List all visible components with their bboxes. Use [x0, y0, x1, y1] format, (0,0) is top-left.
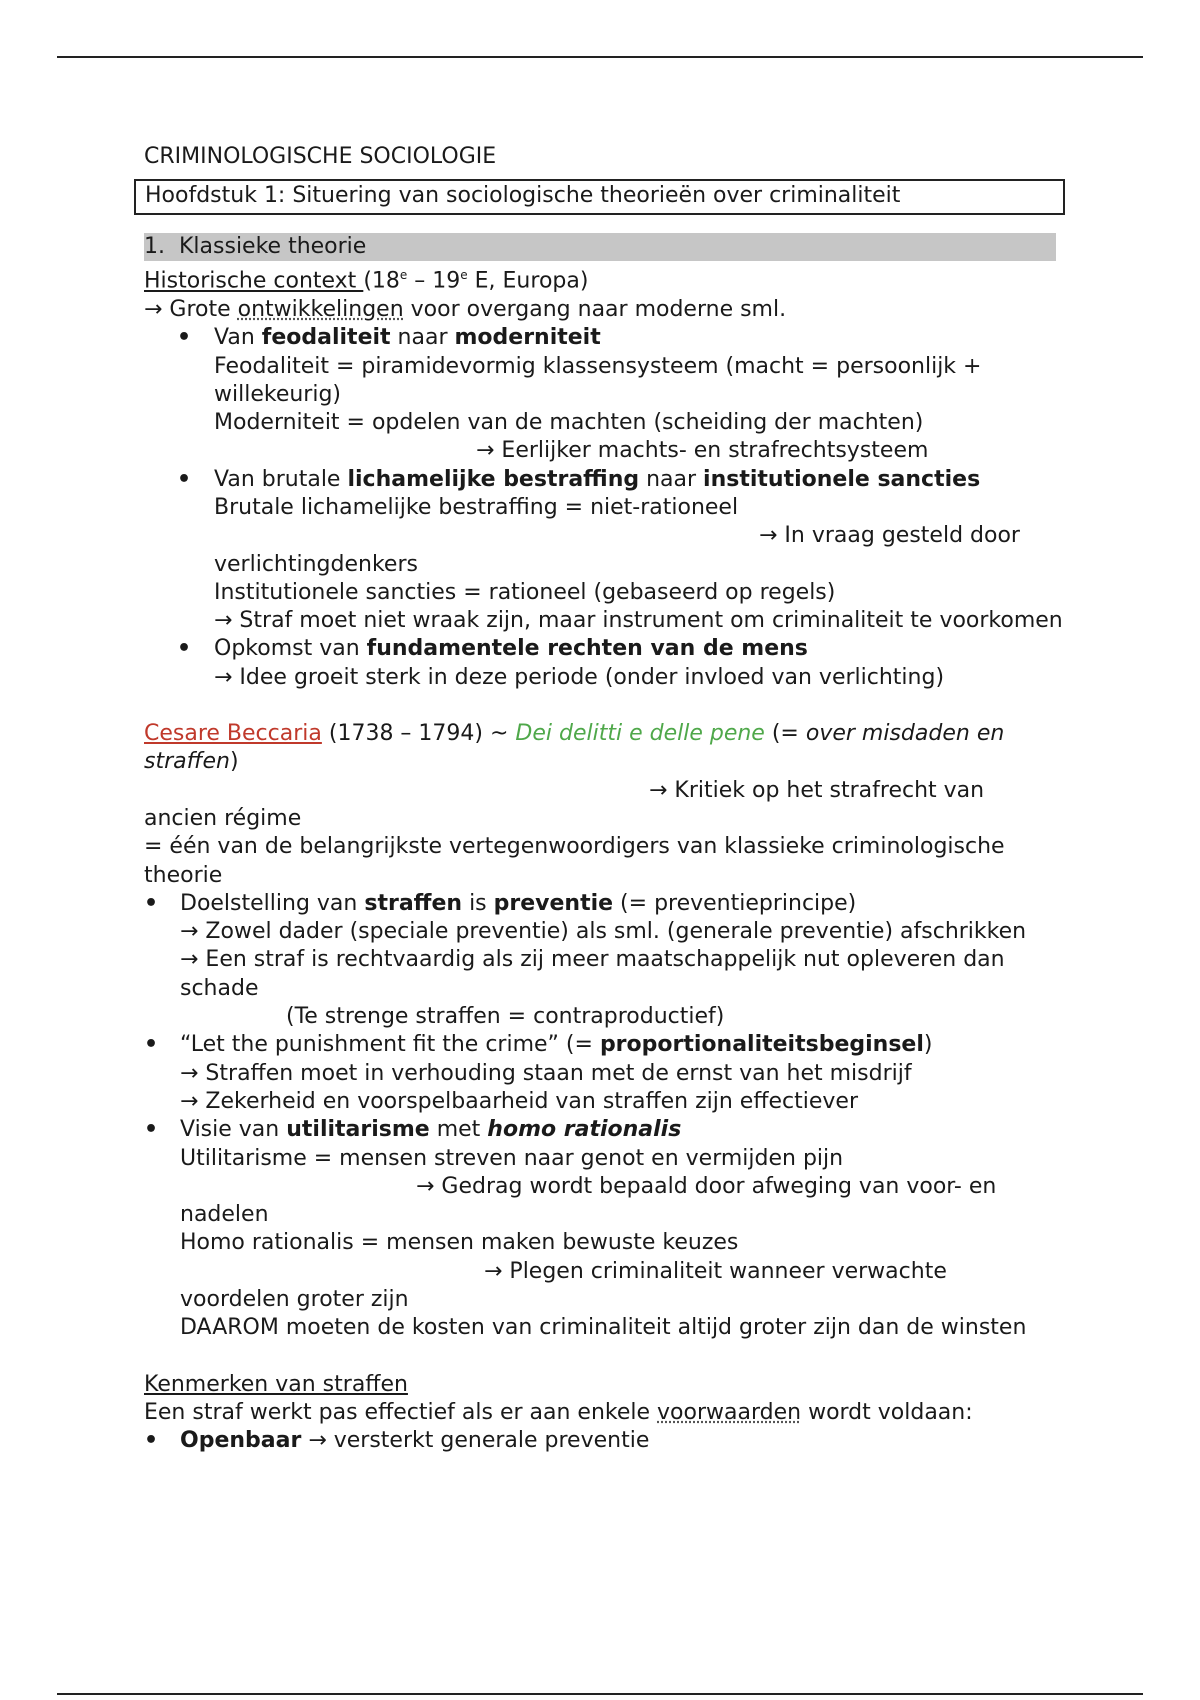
kenmerken-intro: Een straf werkt pas effectief als er aan enkele voorwaarden wordt voldaan: [144, 1399, 973, 1425]
header-rule [57, 56, 1143, 58]
document-title: CRIMINOLOGISCHE SOCIOLOGIE [144, 144, 497, 169]
section-number: 1. [144, 234, 165, 260]
list-item: • Doelstelling van straffen is preventie (= preventieprincipe) → Zowel dader (speciale preventie) als sml. (generale preventie) afschrikken → Een straf is rechtvaardig als zij meer maatschappelijk nut opleveren dan schade (Te strenge straffen = contraproductief) [180, 890, 1064, 1031]
section-title: Klassieke theorie [179, 234, 367, 260]
context-intro: → Grote ontwikkelingen voor overgang naar moderne sml. [144, 296, 787, 322]
beccaria-work: Dei delitti e delle pene [515, 721, 765, 747]
section-heading [144, 233, 1056, 261]
list-item: • Visie van utilitarisme met homo rationalis Utilitarisme = mensen streven naar genot en vermijden pijn → Gedrag wordt bepaald door afweging van voor- en nadelen Homo rationalis = mensen maken bewuste keuzes → Plegen criminaliteit wanneer verwachte voordelen groter zijn DAAROM moeten de kosten van criminaliteit altijd groter zijn dan de winsten [180, 1116, 1064, 1342]
context-bullets [144, 324, 1064, 692]
footer-rule [57, 1693, 1143, 1695]
list-item: • Van feodaliteit naar moderniteit Feodaliteit = piramidevormig klassensysteem (macht = persoonlijk + willekeurig) Moderniteit = opdelen van de machten (scheiding der machten) → Eerlijker machts- en strafrechtsysteem [214, 324, 1064, 465]
kenmerken-bullets [144, 1427, 1064, 1455]
context-heading: Historische context (18e – 19e E, Europa) [144, 268, 589, 294]
list-item: • Openbaar → versterkt generale preventie [180, 1427, 1064, 1455]
list-item: • “Let the punishment fit the crime” (= proportionaliteitsbeginsel) → Straffen moet in verhouding staan met de ernst van het misdrijf → Zekerheid en voorspelbaarheid van straffen zijn effectiever [180, 1031, 1064, 1116]
document-body: CRIMINOLOGISCHE SOCIOLOGIE Hoofdstuk 1: Situering van sociologische theorieën over criminaliteit 1. Klassieke theorie Historische context (18e – 19e E, Europa) → Grote ontwikkelingen voor overgang naar moderne sml. • Van feodaliteit naar moderniteit Feodaliteit = piramidevormig klassensysteem (macht = persoonlijk + willekeurig) Moderniteit = opdelen van de machten (scheiding der machten) → Eerlijker machts- en strafrechtsysteem • Van brutale lichamelijke bestraffing naar institutionele sancties Brutale lichamelijke bestraffing = niet-rationeel → In vraag gesteld door verlichtingdenkers Institutionele sancties = rationeel (gebaseerd op regels) → Straf moet niet wraak zijn, maar instrument om criminaliteit te voorkomen • Opkomst van fundamentele rechten van de mens → Idee groeit sterk in deze periode (onder invloed van verlichting) Cesare Beccaria (1738 – 1794) ~ Dei delitti e delle pene (= over misdaden en straffen) → Kritiek op het strafrecht van ancien régime = één van de belangrijkste vertegenwoordigers van klassieke criminologische theorie • Doelstelling van straffen is preventie (= preventieprincipe) → Zowel dader (speciale preventie) als sml. (generale preventie) afschrikken → Een straf is rechtvaardig als zij meer maatschappelijk nut opleveren dan schade (Te strenge straffen = contraproductief) • “Let the punishment fit the crime” (= proportionaliteitsbeginsel) → Straffen moet in verhouding staan met de ernst van het misdrijf → Zekerheid en voorspelbaarheid van straffen zijn effectiever • Visie van utilitarisme met homo rationalis Utilitarisme = mensen streven naar genot en vermijden pijn → Gedrag wordt bepaald door afweging van voor- en nadelen Homo rationalis = mensen maken bewuste keuzes → Plegen criminaliteit wanneer verwachte voordelen groter zijn DAAROM moeten de kosten van criminaliteit altijd groter zijn dan de winsten Kenmerken van straffen Een straf werkt pas effectief als er aan enkele voorwaarden wordt voldaan: • Openbaar → versterkt generale preventie [144, 143, 1064, 1456]
list-item: • Van brutale lichamelijke bestraffing naar institutionele sancties Brutale lichamelijke bestraffing = niet-rationeel → In vraag gesteld door verlichtingdenkers Institutionele sancties = rationeel (gebaseerd op regels) → Straf moet niet wraak zijn, maar instrument om criminaliteit te voorkomen [214, 466, 1064, 636]
beccaria-bullets [144, 890, 1064, 1343]
kenmerken-heading: Kenmerken van straffen [144, 1371, 408, 1397]
context-heading-label: Historische context [144, 268, 364, 294]
list-item: • Opkomst van fundamentele rechten van de mens → Idee groeit sterk in deze periode (onder invloed van verlichting) [214, 635, 1064, 692]
beccaria-name: Cesare Beccaria [144, 721, 322, 747]
chapter-heading-box: Hoofdstuk 1: Situering van sociologische theorieën over criminaliteit [134, 179, 1065, 215]
beccaria-line: Cesare Beccaria (1738 – 1794) ~ Dei delitti e delle pene (= over misdaden en straffen) [144, 721, 1005, 775]
